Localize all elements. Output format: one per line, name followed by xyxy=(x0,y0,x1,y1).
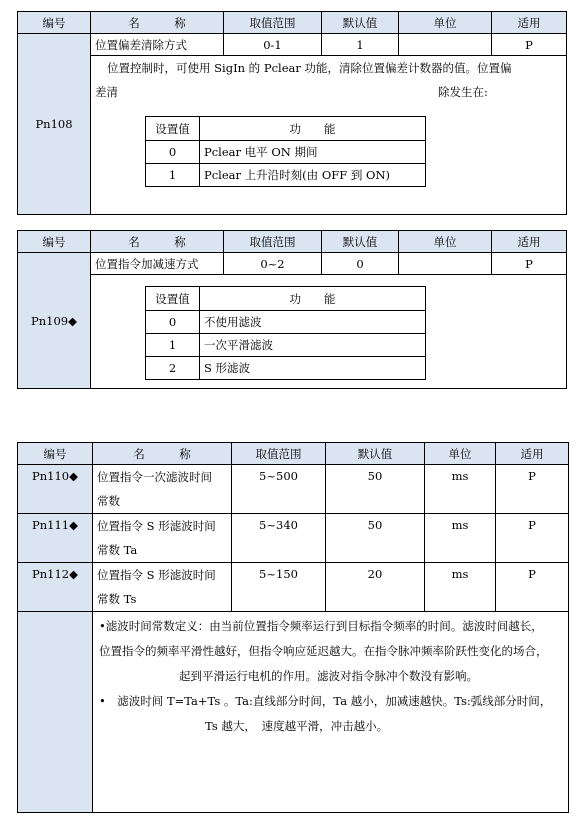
col-header-applicable: 适用 xyxy=(492,231,567,253)
note-line2: 位置指令的频率平滑性越好，但指令响应延迟越大。在指令脉冲频率阶跃性变化的场合， xyxy=(99,644,548,658)
col-header-id: 编号 xyxy=(18,231,91,253)
param-row xyxy=(18,514,569,563)
param-table-pn108 xyxy=(17,11,567,215)
param-default: 20 xyxy=(326,563,425,612)
col-header-name: 名 称 xyxy=(91,231,224,253)
col-header-name: 名 称 xyxy=(93,443,232,465)
options-table xyxy=(145,116,426,187)
param-name: 位置偏差清除方式 xyxy=(91,34,224,56)
param-description xyxy=(91,275,567,389)
col-header-name: 名 称 xyxy=(91,12,224,34)
param-description xyxy=(91,56,567,215)
option-function: Pclear 上升沿时刻(由 OFF 到 ON) xyxy=(200,164,426,187)
param-id: Pn109◆ xyxy=(18,253,91,389)
option-row xyxy=(146,164,426,187)
param-name: 位置指令加减速方式 xyxy=(91,253,224,275)
note-line5: Ts 越大， 速度越平滑，冲击越小。 xyxy=(205,719,389,733)
param-applicable: P xyxy=(496,465,569,514)
param-default: 0 xyxy=(322,253,399,275)
col-header-applicable: 适用 xyxy=(492,12,567,34)
param-row xyxy=(18,465,569,514)
option-row xyxy=(146,141,426,164)
param-range: 0-1 xyxy=(224,34,322,56)
header-row xyxy=(18,12,567,34)
param-note xyxy=(93,612,569,813)
param-unit: ms xyxy=(425,514,496,563)
note-row xyxy=(18,612,569,813)
col-header-range: 取值范围 xyxy=(232,443,326,465)
param-table-pn110-112 xyxy=(17,442,569,813)
param-default: 50 xyxy=(326,465,425,514)
param-name-line2: 常数 Ts xyxy=(97,592,137,606)
param-applicable: P xyxy=(492,34,567,56)
option-value: 2 xyxy=(146,357,200,380)
option-function: S 形滤波 xyxy=(200,357,426,380)
desc-line2 xyxy=(91,80,566,104)
options-header-function: 功 能 xyxy=(200,117,426,141)
param-table-pn109 xyxy=(17,230,567,389)
param-applicable: P xyxy=(496,563,569,612)
desc-line2-start: 差清 xyxy=(95,85,118,99)
header-row xyxy=(18,231,567,253)
col-header-default: 默认值 xyxy=(322,12,399,34)
param-name xyxy=(93,514,232,563)
option-row xyxy=(146,357,426,380)
note-line1: •滤波时间常数定义：由当前位置指令频率运行到目标指令频率的时间。滤波时间越长， xyxy=(99,619,543,633)
description-row xyxy=(18,56,567,215)
param-name-line1: 位置指令 S 形滤波时间 xyxy=(97,568,216,582)
param-range: 5~500 xyxy=(232,465,326,514)
param-name-line1: 位置指令一次滤波时间 xyxy=(97,470,212,484)
note-id-cell xyxy=(18,612,93,813)
option-function: Pclear 电平 ON 期间 xyxy=(200,141,426,164)
desc-line2-end: 除发生在: xyxy=(438,85,488,99)
header-row xyxy=(18,443,569,465)
col-header-range: 取值范围 xyxy=(224,12,322,34)
param-row xyxy=(18,563,569,612)
col-header-unit: 单位 xyxy=(399,12,492,34)
option-value: 0 xyxy=(146,141,200,164)
param-unit xyxy=(399,34,492,56)
param-row xyxy=(18,34,567,56)
param-unit xyxy=(399,253,492,275)
option-row xyxy=(146,334,426,357)
param-name-line2: 常数 Ta xyxy=(97,543,138,557)
param-name-line1: 位置指令 S 形滤波时间 xyxy=(97,519,216,533)
param-range: 5~340 xyxy=(232,514,326,563)
param-name xyxy=(93,563,232,612)
col-header-id: 编号 xyxy=(18,12,91,34)
options-header-function: 功 能 xyxy=(200,287,426,311)
param-applicable: P xyxy=(492,253,567,275)
col-header-default: 默认值 xyxy=(322,231,399,253)
option-row xyxy=(146,311,426,334)
param-row xyxy=(18,253,567,275)
param-name-line2: 常数 xyxy=(97,494,120,508)
col-header-id: 编号 xyxy=(18,443,93,465)
param-range: 5~150 xyxy=(232,563,326,612)
note-line3: 起到平滑运行电机的作用。滤波对指令脉冲个数没有影响。 xyxy=(179,669,478,683)
option-value: 1 xyxy=(146,334,200,357)
description-row xyxy=(18,275,567,389)
options-header-value: 设置值 xyxy=(146,287,200,311)
options-header-value: 设置值 xyxy=(146,117,200,141)
param-applicable: P xyxy=(496,514,569,563)
col-header-applicable: 适用 xyxy=(496,443,569,465)
param-unit: ms xyxy=(425,465,496,514)
note-line4: • 滤波时间 T=Ta+Ts 。Ta:直线部分时间，Ta 越小，加减速越快。Ts:弧线部分时间， xyxy=(99,694,552,708)
param-range: 0~2 xyxy=(224,253,322,275)
param-default: 50 xyxy=(326,514,425,563)
option-value: 1 xyxy=(146,164,200,187)
param-default: 1 xyxy=(322,34,399,56)
option-function: 一次平滑滤波 xyxy=(200,334,426,357)
col-header-unit: 单位 xyxy=(399,231,492,253)
option-function: 不使用滤波 xyxy=(200,311,426,334)
param-id: Pn111◆ xyxy=(18,514,93,563)
param-id: Pn110◆ xyxy=(18,465,93,514)
param-unit: ms xyxy=(425,563,496,612)
col-header-range: 取值范围 xyxy=(224,231,322,253)
option-value: 0 xyxy=(146,311,200,334)
col-header-unit: 单位 xyxy=(425,443,496,465)
param-name xyxy=(93,465,232,514)
desc-line1: 位置控制时，可使用 SigIn 的 Pclear 功能，清除位置偏差计数器的值。位置偏 xyxy=(107,61,512,75)
options-table xyxy=(145,286,426,380)
col-header-default: 默认值 xyxy=(326,443,425,465)
param-id: Pn112◆ xyxy=(18,563,93,612)
param-id: Pn108 xyxy=(18,34,91,215)
